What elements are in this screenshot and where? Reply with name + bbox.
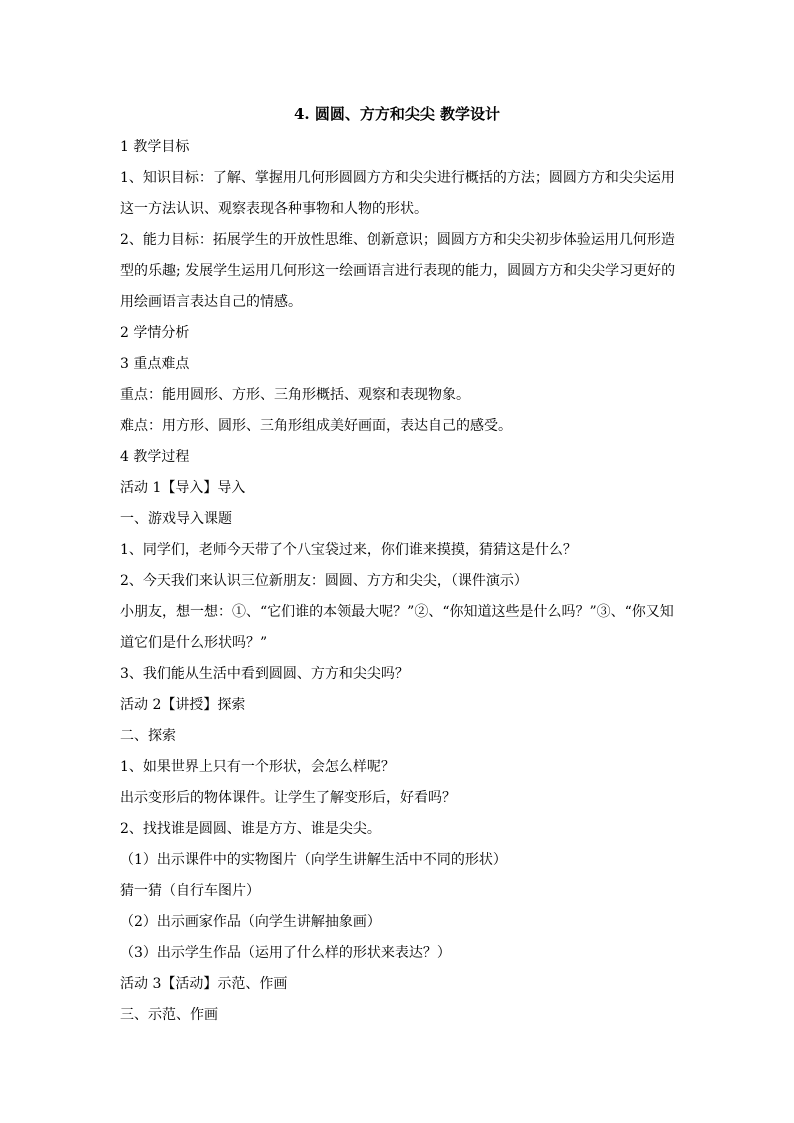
paragraph-line: 2、今天我们来认识三位新朋友：圆圆、方方和尖尖，（课件演示） [120, 573, 528, 589]
section-heading-analysis: 2 学情分析 [120, 325, 190, 341]
paragraph-line: 道它们是什么形状吗？” [120, 635, 268, 651]
section-heading-key-points: 3 重点难点 [120, 356, 190, 372]
paragraph-line: 1、如果世界上只有一个形状，会怎么样呢？ [120, 759, 395, 775]
paragraph-line: （2）出示画家作品（向学生讲解抽象画） [120, 914, 381, 930]
paragraph-line: 1、同学们，老师今天带了个八宝袋过来，你们谁来摸摸，猜猜这是什么？ [120, 542, 577, 558]
paragraph-line: 3、我们能从生活中看到圆圆、方方和尖尖吗？ [120, 666, 409, 682]
paragraph-line: 出示变形后的物体课件。让学生了解变形后，好看吗？ [120, 790, 456, 806]
paragraph-line: 猜一猜（自行车图片） [120, 883, 260, 899]
document-body [120, 132, 676, 1031]
activity-heading: 活动 1【导入】导入 [120, 480, 246, 496]
activity-heading: 活动 2【讲授】探索 [120, 697, 246, 713]
paragraph-line: 这一方法认识、观察表现各种事物和人物的形状。 [120, 201, 428, 217]
paragraph-line: （1）出示课件中的实物图片（向学生讲解生活中不同的形状） [120, 852, 507, 868]
paragraph-line: 1、知识目标：了解、掌握用几何形圆圆方方和尖尖进行概括的方法；圆圆方方和尖尖运用 [120, 170, 675, 186]
paragraph-line: 重点：能用圆形、方形、三角形概括、观察和表现物象。 [120, 387, 470, 403]
paragraph-line: 2、能力目标：拓展学生的开放性思维、创新意识；圆圆方方和尖尖初步体验运用几何形造 [120, 232, 675, 248]
section-heading-process: 4 教学过程 [120, 449, 190, 465]
paragraph-line: 型的乐趣; 发展学生运用几何形这一绘画语言进行表现的能力，圆圆方方和尖尖学习更好的 [120, 263, 676, 279]
paragraph-line: （3）出示学生作品（运用了什么样的形状来表达？） [120, 945, 451, 961]
section-heading-objectives: 1 教学目标 [120, 139, 190, 155]
subsection-heading: 二、探索 [120, 728, 176, 744]
paragraph-line: 用绘画语言表达自己的情感。 [120, 294, 302, 310]
subsection-heading: 一、游戏导入课题 [120, 511, 232, 527]
subsection-heading: 三、示范、作画 [120, 1007, 218, 1023]
paragraph-line: 难点：用方形、圆形、三角形组成美好画面，表达自己的感受。 [120, 418, 512, 434]
activity-heading: 活动 3【活动】示范、作画 [120, 976, 288, 992]
paragraph-line: 小朋友，想一想：①、“它们谁的本领最大呢？”②、“你知道这些是什么吗？”③、“你又知 [120, 604, 674, 620]
document-title: 4. 圆圆、方方和尖尖 教学设计 [293, 105, 501, 123]
paragraph-line: 2、找找谁是圆圆、谁是方方、谁是尖尖。 [120, 821, 381, 837]
